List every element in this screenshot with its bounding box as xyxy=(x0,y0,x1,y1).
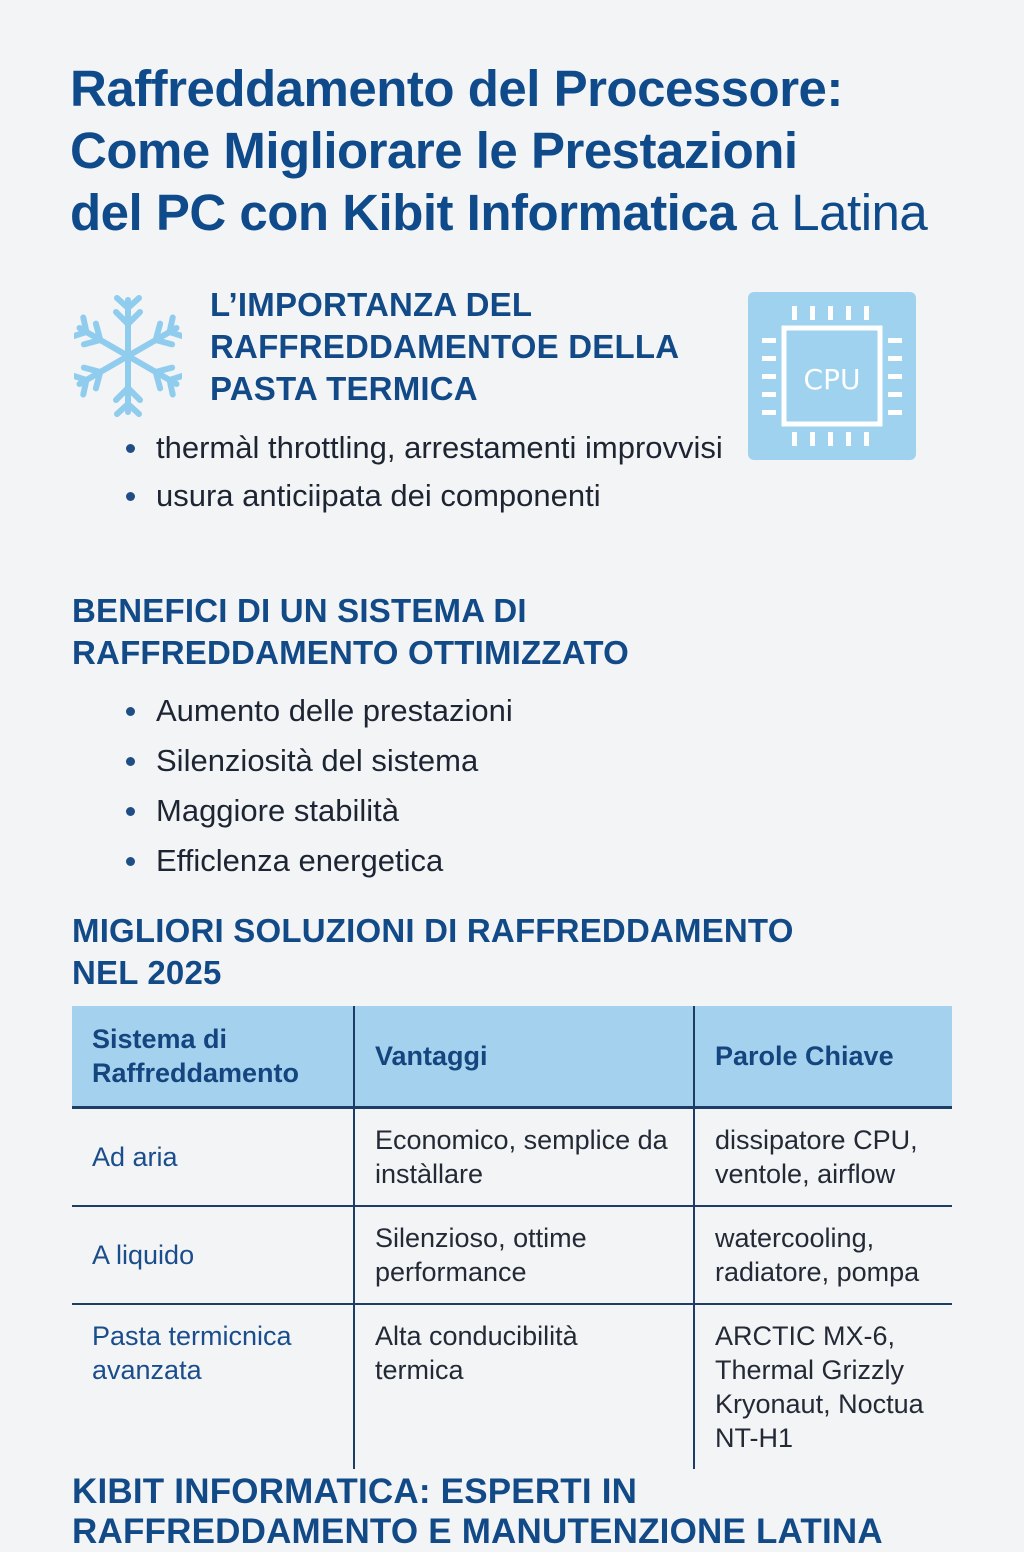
list-item: Aumento delle prestazioni xyxy=(126,691,826,731)
list-item: Silenziosità del sistema xyxy=(126,741,826,781)
snowflake-icon xyxy=(74,294,182,418)
table-row xyxy=(72,1206,952,1304)
cell-advantages: Silenzioso, ottime performance xyxy=(354,1206,694,1304)
header-advantages: Vantaggi xyxy=(354,1006,694,1108)
list-item: thermàl throttling, arrestamenti improvvisi xyxy=(126,428,726,468)
section-kibit-heading: KIBIT INFORMATICA: ESPERTI IN RAFFREDDAMENTO E MANUTENZIONE LATINA xyxy=(72,1472,883,1551)
title-line-2: Come Migliorare le Prestazioni xyxy=(70,122,798,179)
page-title xyxy=(70,58,1010,244)
cpu-chip-icon xyxy=(748,292,916,460)
title-line-3: del PC con Kibit Informatica xyxy=(70,184,737,241)
section-importance-heading: L’IMPORTANZA DEL RAFFREDDAMENTOE DELLA PASTA TERMICA xyxy=(210,286,680,407)
cooling-solutions-table xyxy=(72,1006,952,1469)
title-line-3-tail: a Latina xyxy=(736,184,928,241)
cell-keywords: dissipatore CPU, ventole, airflow xyxy=(694,1108,952,1207)
cell-system: A liquido xyxy=(72,1206,354,1304)
cell-advantages: Economico, semplice da instàllare xyxy=(354,1108,694,1207)
header-keywords: Parole Chiave xyxy=(694,1006,952,1108)
section-benefits-heading: BENEFICI DI UN SISTEMA DI RAFFREDDAMENTO OTTIMIZZATO xyxy=(72,592,629,671)
list-item: Maggiore stabilità xyxy=(126,791,826,831)
cell-keywords: ARCTIC MX-6, Thermal Grizzly Kryonaut, Noctua NT-H1 xyxy=(694,1304,952,1469)
list-item: usura anticiipata dei componenti xyxy=(126,476,726,516)
table-header-row xyxy=(72,1006,952,1108)
cell-keywords: watercooling, radiatore, pompa xyxy=(694,1206,952,1304)
cpu-chip-label: CPU xyxy=(803,363,861,396)
table-row xyxy=(72,1304,952,1469)
list-item: Efficlenza energetica xyxy=(126,841,826,881)
table-row xyxy=(72,1108,952,1207)
benefits-bullet-list xyxy=(126,691,826,881)
cell-system: Pasta termicnica avanzata xyxy=(92,1321,292,1385)
title-line-1: Raffreddamento del Processore: xyxy=(70,60,843,117)
cell-system: Ad aria xyxy=(72,1108,354,1207)
section-solutions-heading: MIGLIORI SOLUZIONI DI RAFFREDDAMENTO NEL 2025 xyxy=(72,912,794,991)
cell-advantages: Alta conducibilità termica xyxy=(354,1304,694,1469)
header-system: Sistema di Raffreddamento xyxy=(72,1006,354,1108)
importance-bullet-list xyxy=(126,428,726,516)
